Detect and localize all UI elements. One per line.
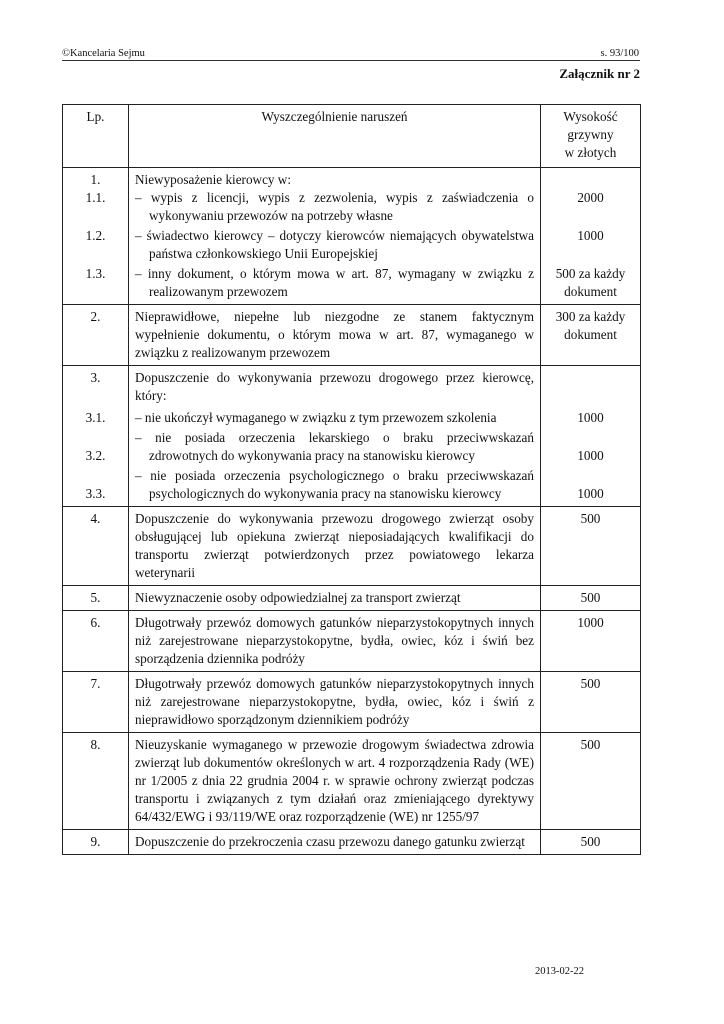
header-page-number: s. 93/100 <box>600 48 639 59</box>
header-rule <box>62 60 640 61</box>
row-description: Niewyznaczenie osoby odpowiedzialnej za transport zwierząt <box>129 586 541 611</box>
row-lp: 8. <box>63 733 129 830</box>
table-row <box>63 168 641 305</box>
row-description <box>129 366 541 507</box>
table-row <box>63 733 641 830</box>
row-description: Nieuzyskanie wymaganego w przewozie drogowym świadectwa zdrowia zwierząt lub dokumentów określonych w art. 4 rozporządzenia Rady (WE) nr 1/2005 z dnia 22 grudnia 2004 r. w sprawie ochrony zwierząt podczas transportu i związanych z tym działań oraz zmieniającego dyrektywy 64/432/EWG i 93/119/WE oraz rozporządzenie (WE) nr 1255/97 <box>129 733 541 830</box>
row-description: Dopuszczenie do wykonywania przewozu drogowego zwierząt osoby obsługującej lub opiekuna zwierząt nieposiadających kwalifikacji do transportu zwierząt potwierdzonych przez powiatowego lekarza weterynarii <box>129 507 541 586</box>
row-amount: 500 <box>541 672 641 733</box>
row-amount: 300 za każdy dokument <box>541 305 641 366</box>
row-lp <box>63 366 129 507</box>
sub-description: – świadectwo kierowcy – dotyczy kierowców niemających obywatelstwa państwa członkowskiego Unii Europejskiej <box>135 228 534 261</box>
sub-amount: 500 za każdy dokument <box>555 266 626 299</box>
row-amount: 500 <box>541 507 641 586</box>
sub-number: 3.3. <box>85 486 106 501</box>
sub-amount: 2000 <box>577 190 604 205</box>
row-amount: 500 <box>541 830 641 855</box>
table-header-row <box>63 105 641 168</box>
row-description: Dopuszczenie do przekroczenia czasu przewozu danego gatunku zwierząt <box>129 830 541 855</box>
sub-description: – nie ukończył wymaganego w związku z tym przewozem szkolenia <box>135 410 497 425</box>
sub-number: 1.1. <box>85 190 106 205</box>
row-lp: 9. <box>63 830 129 855</box>
row-lp: 6. <box>63 611 129 672</box>
header-source: ©Kancelaria Sejmu <box>62 48 145 59</box>
sub-description: – nie posiada orzeczenia psychologicznego o braku przeciwwskazań psychologicznych do wykonywania pracy na stanowisku kierowcy <box>135 468 534 501</box>
row-description: Długotrwały przewóz domowych gatunków nieparzystokopytnych innych niż zarejestrowane nieparzystokopytne, bydła, owiec, kóz i świń bez sporządzenia dziennika podróży <box>129 611 541 672</box>
footer-date: 2013-02-22 <box>535 966 584 977</box>
header-description: Wyszczególnienie naruszeń <box>129 105 541 168</box>
table-row <box>63 366 641 507</box>
sub-number: 3.2. <box>85 448 106 463</box>
sub-description: – nie posiada orzeczenia lekarskiego o braku przeciwwskazań zdrowotnych do wykonywania pracy na stanowisku kierowcy <box>135 430 534 463</box>
header-amount-line: grzywny <box>567 127 614 142</box>
row-description: Nieprawidłowe, niepełne lub niezgodne ze stanem faktycznym wypełnienie dokumentu, o którym mowa w art. 87, wymaganego w związku z realizowanym przewozem <box>129 305 541 366</box>
row-lp: 4. <box>63 507 129 586</box>
sub-number: 3.1. <box>85 410 106 425</box>
header-amount-line: w złotych <box>564 145 617 160</box>
row-amount: 500 <box>541 586 641 611</box>
table-row <box>63 830 641 855</box>
table-row <box>63 305 641 366</box>
sub-amount: 1000 <box>577 448 604 463</box>
penalties-table <box>62 104 641 855</box>
row-description <box>129 168 541 305</box>
row-amount: 1000 <box>541 611 641 672</box>
table-row <box>63 611 641 672</box>
row-lp: 7. <box>63 672 129 733</box>
sub-number: 1.2. <box>85 228 106 243</box>
sub-amount: 1000 <box>577 486 604 501</box>
row-amount: 500 <box>541 733 641 830</box>
header-lp: Lp. <box>63 105 129 168</box>
row-amount <box>541 366 641 507</box>
row-lp: 5. <box>63 586 129 611</box>
row-intro: Niewyposażenie kierowcy w: <box>135 172 291 187</box>
row-amount <box>541 168 641 305</box>
sub-description: – inny dokument, o którym mowa w art. 87, wymagany w związku z realizowanym przewozem <box>135 266 534 299</box>
header-amount-line: Wysokość <box>563 109 618 124</box>
row-number: 1. <box>90 172 101 187</box>
table-row <box>63 672 641 733</box>
row-lp: 2. <box>63 305 129 366</box>
row-lp <box>63 168 129 305</box>
row-description: Długotrwały przewóz domowych gatunków nieparzystokopytnych innych niż zarejestrowane nieparzystokopytne, bydła, owiec, kóz i świń z nieprawidłowo sporządzonym dziennikiem podróży <box>129 672 541 733</box>
sub-amount: 1000 <box>577 410 604 425</box>
row-intro: Dopuszczenie do wykonywania przewozu drogowego przez kierowcę, który: <box>135 370 534 403</box>
row-number: 3. <box>90 370 101 385</box>
attachment-title: Załącznik nr 2 <box>559 66 640 81</box>
header-amount <box>541 105 641 168</box>
table-row <box>63 586 641 611</box>
sub-amount: 1000 <box>577 228 604 243</box>
sub-description: – wypis z licencji, wypis z zezwolenia, wypis z zaświadczenia o wykonywaniu przewozów na potrzeby własne <box>135 190 534 223</box>
table-row <box>63 507 641 586</box>
sub-number: 1.3. <box>85 266 106 281</box>
